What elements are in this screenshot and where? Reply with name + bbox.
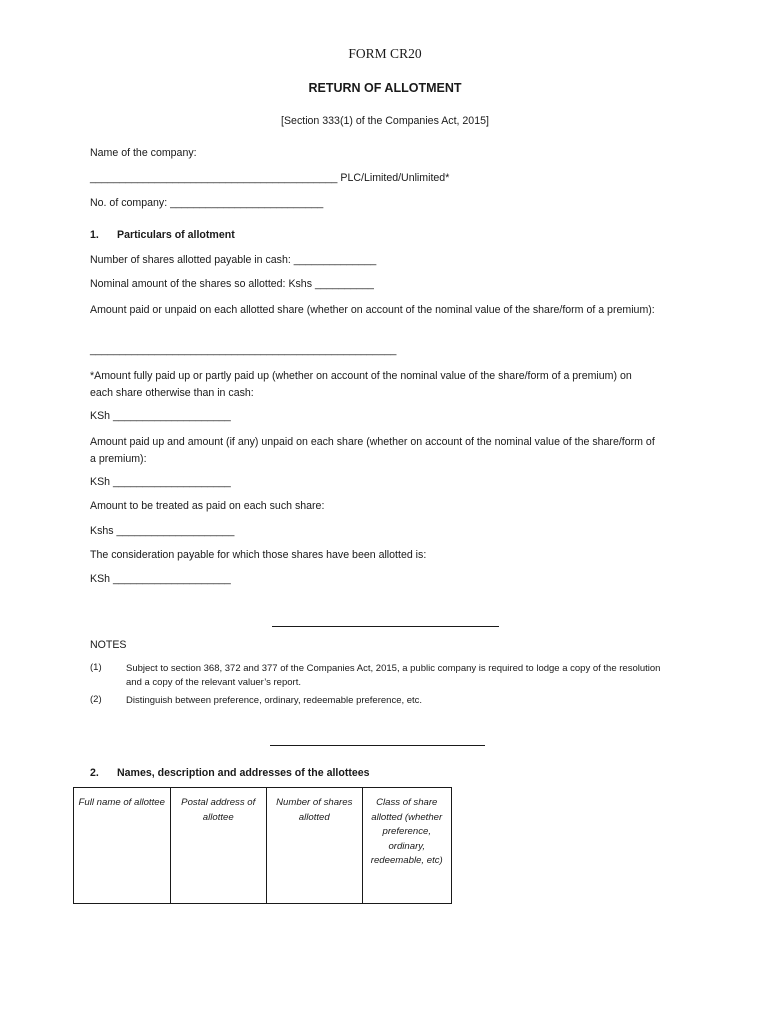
note-1-text: Subject to section 368, 372 and 377 of the Companies Act, 2015, a public company is required to lodge a copy of the resolution and a copy of the relevant valuer’s report. — [126, 663, 661, 688]
shares-cash-field[interactable]: Number of shares allotted payable in cash: ______________ — [90, 254, 377, 266]
ksh-field-1[interactable]: KSh ____________________ — [90, 410, 231, 422]
divider-2 — [270, 745, 485, 746]
note-2-text: Distinguish between preference, ordinary, redeemable preference, etc. — [126, 695, 423, 706]
note-2-number: (2) — [90, 694, 102, 705]
page-title: RETURN OF ALLOTMENT — [308, 81, 462, 95]
section-2-title: Names, description and addresses of the allottees — [117, 767, 370, 779]
notes-heading: NOTES — [90, 639, 127, 651]
divider-1 — [272, 626, 499, 627]
amount-paid-up-text: Amount paid up and amount (if any) unpaid on each share (whether on account of the nominal value of the share/form of a premium): — [90, 436, 655, 465]
company-name-label: Name of the company: — [90, 147, 197, 159]
page-subtitle: [Section 333(1) of the Companies Act, 2015] — [281, 115, 489, 127]
section-1-number: 1. — [90, 229, 99, 241]
note-1-number: (1) — [90, 662, 102, 673]
amount-treated-text: Amount to be treated as paid on each such share: — [90, 500, 325, 512]
form-code: FORM CR20 — [348, 46, 422, 61]
ksh-field-2[interactable]: KSh ____________________ — [90, 476, 231, 488]
column-header-full-name: Full name of allottee — [74, 788, 171, 904]
kshs-field-3[interactable]: Kshs ____________________ — [90, 525, 235, 537]
column-header-class-of-share: Class of share allotted (whether preference, ordinary, redeemable, etc) — [362, 788, 452, 904]
section-1-title: Particulars of allotment — [117, 229, 235, 241]
amount-paid-unpaid-text: Amount paid or unpaid on each allotted share (whether on account of the nominal value of the share/form of a premium): — [90, 304, 655, 316]
section-2-number: 2. — [90, 767, 99, 779]
company-number-field[interactable]: No. of company: __________________________ — [90, 197, 324, 209]
allottees-table — [73, 787, 452, 904]
table-row — [74, 788, 452, 904]
amount-fully-paid-text: *Amount fully paid up or partly paid up (whether on account of the nominal value of the share/form of a premium) on each share otherwise than in cash: — [90, 370, 632, 399]
nominal-amount-field[interactable]: Nominal amount of the shares so allotted: Kshs __________ — [90, 278, 374, 290]
ksh-field-4[interactable]: KSh ____________________ — [90, 573, 231, 585]
consideration-text: The consideration payable for which those shares have been allotted is: — [90, 549, 427, 561]
column-header-number-of-shares: Number of shares allotted — [267, 788, 363, 904]
amount-paid-unpaid-field[interactable]: ____________________________________________________ — [90, 344, 397, 356]
column-header-postal-address: Postal address of allottee — [170, 788, 267, 904]
company-name-field[interactable]: __________________________________________ PLC/Limited/Unlimited* — [90, 172, 450, 184]
